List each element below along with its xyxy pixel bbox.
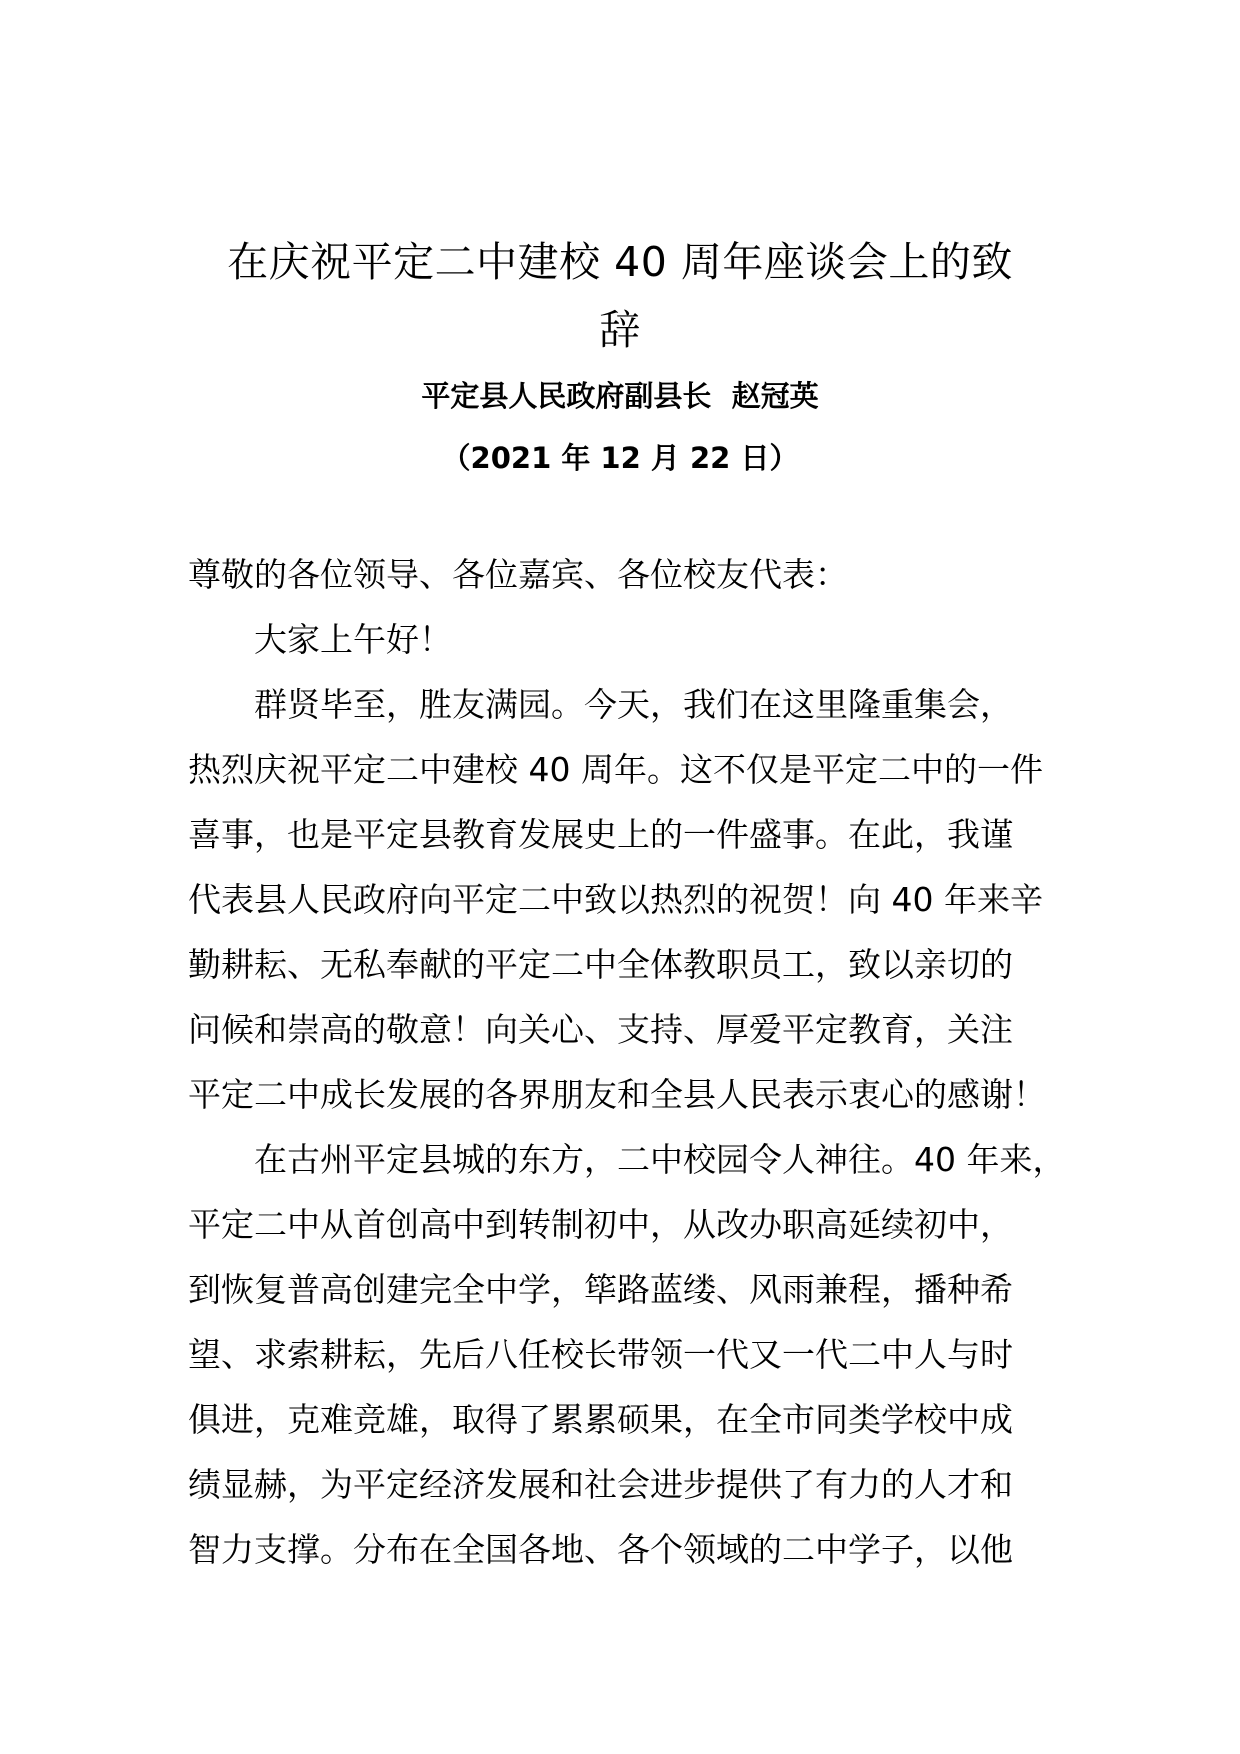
paragraph-line: 平定二中从首创高中到转制初中，从改办职高延续初中， bbox=[188, 1205, 1013, 1244]
title-line-2: 辞 bbox=[599, 306, 641, 354]
paragraph-line: 望、求索耕耘，先后八任校长带领一代又一代二中人与时 bbox=[188, 1335, 1013, 1374]
paragraph-line: 俱进，克难竞雄，取得了累累硕果，在全市同类学校中成 bbox=[188, 1400, 1013, 1439]
paragraph-1 bbox=[188, 672, 1088, 1127]
date-line: （2021 年 12 月 22 日） bbox=[441, 441, 799, 475]
greeting: 大家上午好！ bbox=[254, 620, 452, 659]
paragraph-line: 勤耕耘、无私奉献的平定二中全体教职员工，致以亲切的 bbox=[188, 945, 1013, 984]
paragraph-line: 绩显赫，为平定经济发展和社会进步提供了有力的人才和 bbox=[188, 1465, 1013, 1504]
paragraph-line: 问候和崇高的敬意！向关心、支持、厚爱平定教育，关注 bbox=[188, 1010, 1013, 1049]
document-title bbox=[180, 228, 1060, 364]
paragraph-line: 平定二中成长发展的各界朋友和全县人民表示衷心的感谢！ bbox=[188, 1075, 1046, 1114]
document-body bbox=[188, 542, 1088, 1582]
paragraph-line: 到恢复普高创建完全中学，筚路蓝缕、风雨兼程，播种希 bbox=[188, 1270, 1013, 1309]
paragraph-2 bbox=[188, 1127, 1088, 1582]
paragraph-line: 在古州平定县城的东方，二中校园令人神往。40 年来， bbox=[254, 1140, 1066, 1179]
title-line-1: 在庆祝平定二中建校 40 周年座谈会上的致 bbox=[227, 238, 1013, 286]
paragraph-line: 代表县人民政府向平定二中致以热烈的祝贺！向 40 年来辛 bbox=[188, 880, 1043, 919]
paragraph-line: 群贤毕至，胜友满园。今天，我们在这里隆重集会， bbox=[254, 685, 1013, 724]
author-line: 平定县人民政府副县长 赵冠英 bbox=[421, 379, 819, 413]
paragraph-line: 热烈庆祝平定二中建校 40 周年。这不仅是平定二中的一件 bbox=[188, 750, 1043, 789]
paragraph-line: 喜事，也是平定县教育发展史上的一件盛事。在此，我谨 bbox=[188, 815, 1013, 854]
paragraph-line: 智力支撑。分布在全国各地、各个领域的二中学子，以他 bbox=[188, 1530, 1013, 1569]
salutation: 尊敬的各位领导、各位嘉宾、各位校友代表： bbox=[188, 555, 848, 594]
